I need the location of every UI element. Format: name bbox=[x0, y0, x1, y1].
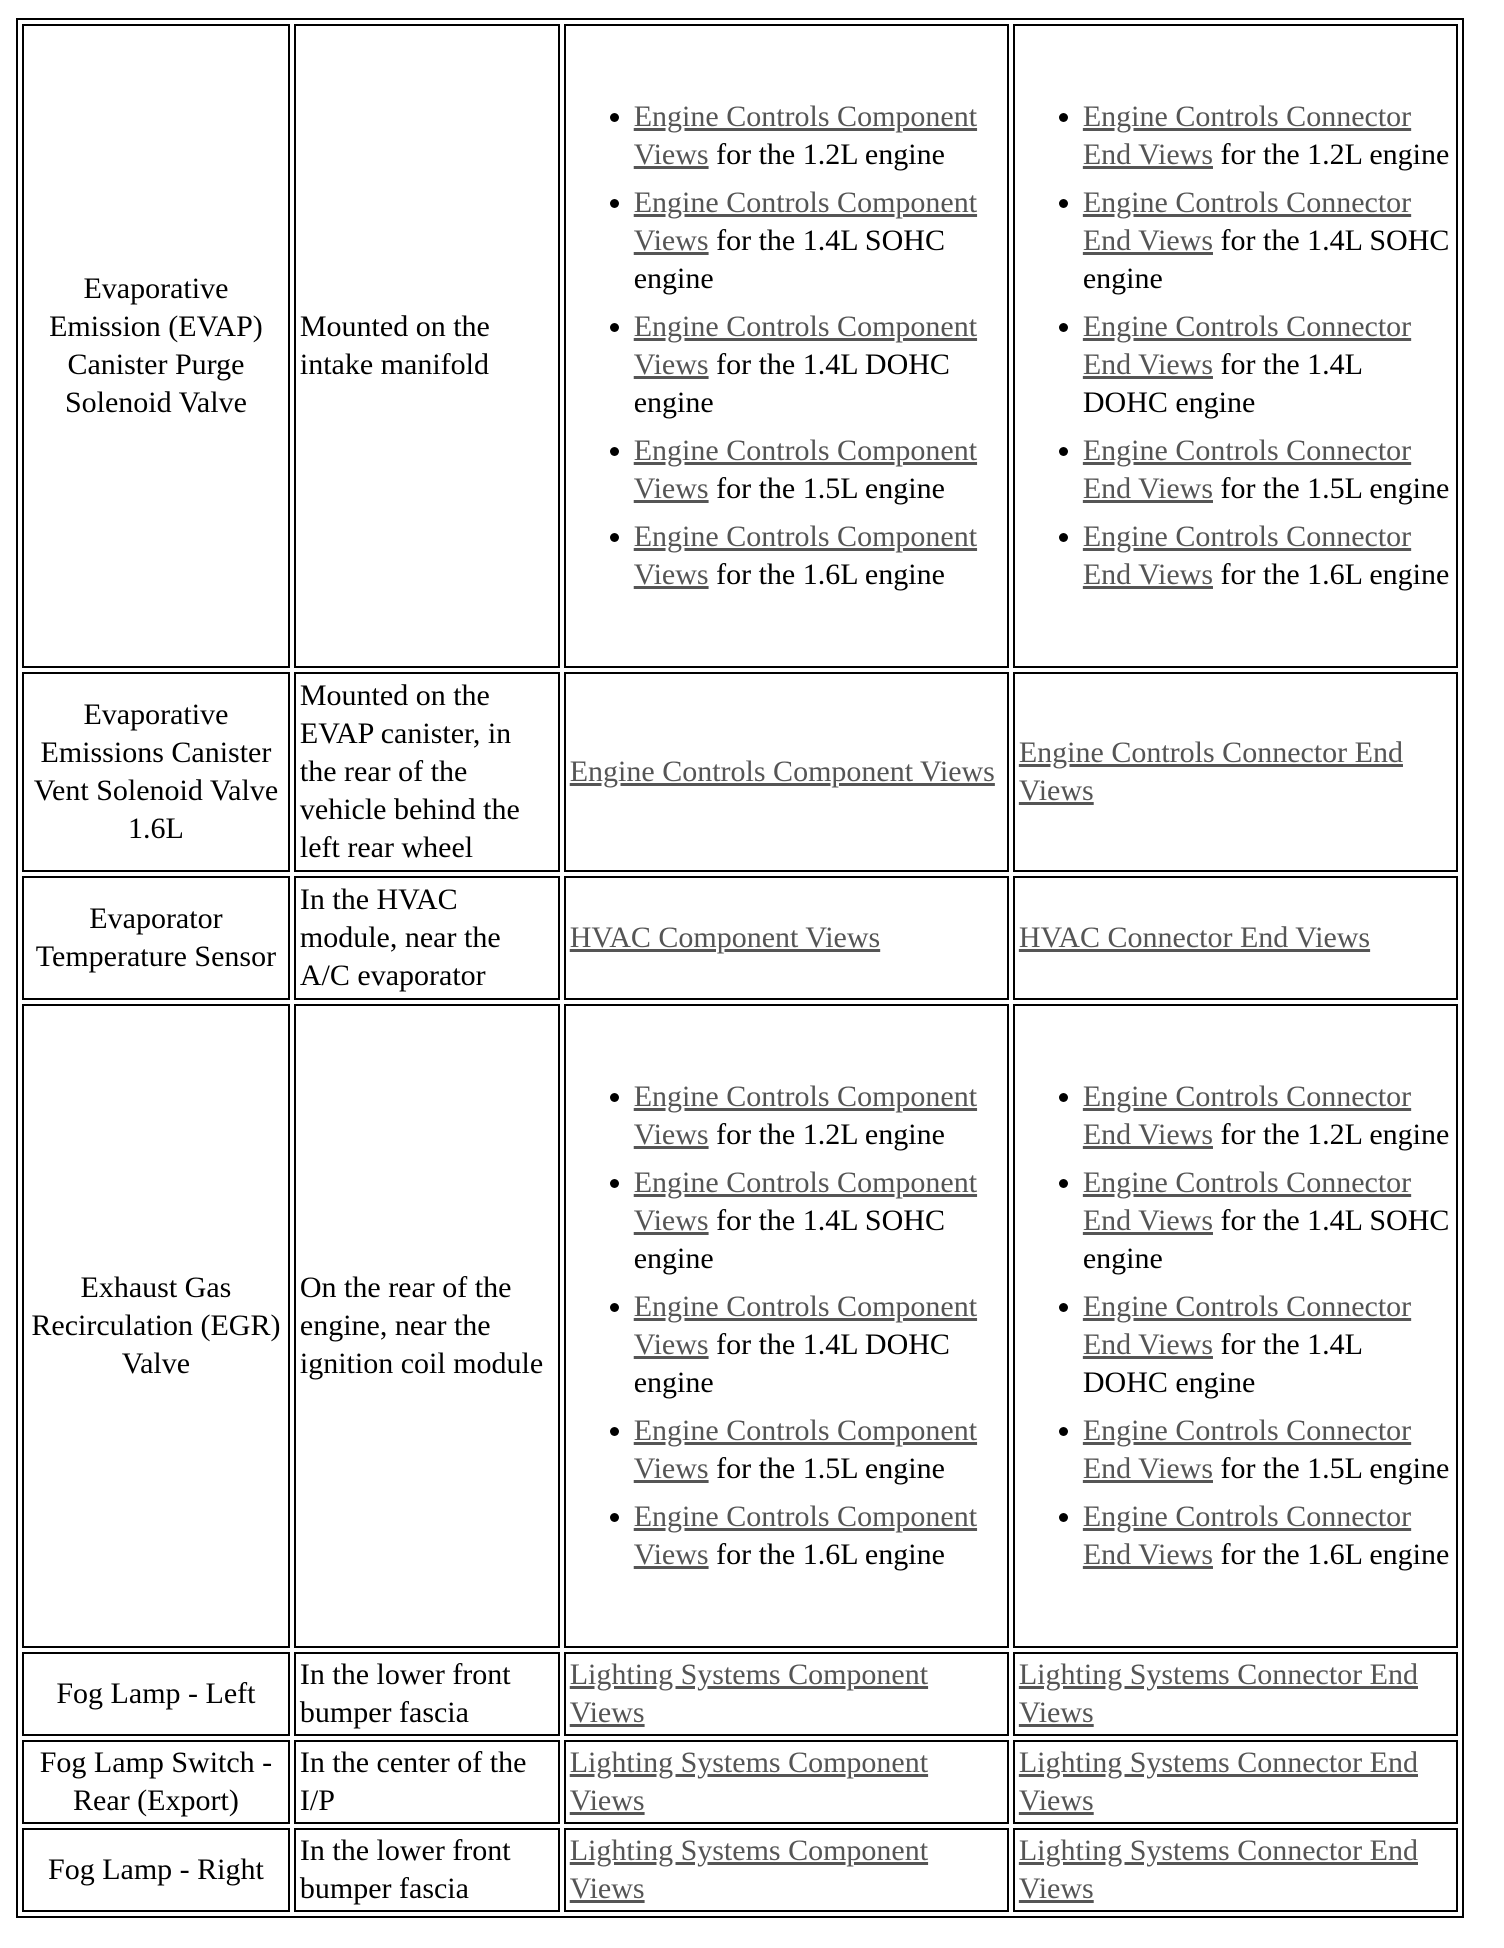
component-cell: Fog Lamp - Right bbox=[22, 1828, 290, 1912]
component-views-cell bbox=[564, 1740, 1009, 1824]
connector-views-cell bbox=[1013, 1828, 1458, 1912]
table-row bbox=[22, 1652, 1458, 1736]
list-item: • Engine Controls Connector End Views for the 1.2L engine bbox=[1083, 98, 1452, 174]
connector-views-link[interactable]: Engine Controls Connector End Views bbox=[1082, 100, 1412, 171]
connector-views-cell bbox=[1013, 1004, 1458, 1648]
component-views-link[interactable]: Engine Controls Component Views bbox=[633, 186, 978, 257]
component-cell: Evaporative Emission (EVAP) Canister Purge Solenoid Valve bbox=[22, 24, 290, 668]
connector-views-link[interactable]: HVAC Connector End Views bbox=[1018, 921, 1371, 954]
location-cell: Mounted on the intake manifold bbox=[294, 24, 560, 668]
table-row bbox=[22, 1828, 1458, 1912]
component-views-link[interactable]: HVAC Component Views bbox=[569, 921, 881, 954]
connector-views-cell bbox=[1013, 876, 1458, 1000]
component-cell: Exhaust Gas Recirculation (EGR) Valve bbox=[22, 1004, 290, 1648]
list-item: • Engine Controls Component Views for the 1.6L engine bbox=[634, 518, 1003, 594]
list-item: • Engine Controls Connector End Views for the 1.4L SOHC engine bbox=[1083, 1164, 1452, 1278]
component-views-link[interactable]: Engine Controls Component Views bbox=[633, 100, 978, 171]
component-views-link[interactable]: Engine Controls Component Views bbox=[633, 1290, 978, 1361]
connector-views-link[interactable]: Engine Controls Connector End Views bbox=[1082, 1500, 1412, 1571]
connector-views-link[interactable]: Engine Controls Connector End Views bbox=[1082, 186, 1412, 257]
component-locator-table bbox=[16, 18, 1464, 1918]
list-item: • Engine Controls Connector End Views for the 1.5L engine bbox=[1083, 1412, 1452, 1488]
connector-views-cell bbox=[1013, 24, 1458, 668]
table-row bbox=[22, 876, 1458, 1000]
component-views-link[interactable]: Engine Controls Component Views bbox=[633, 434, 978, 505]
location-cell: In the lower front bumper fascia bbox=[294, 1652, 560, 1736]
list-item: • Engine Controls Connector End Views for the 1.4L DOHC engine bbox=[1083, 1288, 1452, 1402]
component-views-cell bbox=[564, 24, 1009, 668]
component-views-link[interactable]: Engine Controls Component Views bbox=[633, 1500, 978, 1571]
list-item: • Engine Controls Connector End Views for the 1.2L engine bbox=[1083, 1078, 1452, 1154]
connector-views-link[interactable]: Lighting Systems Connector End Views bbox=[1018, 1658, 1418, 1729]
component-cell: Fog Lamp Switch - Rear (Export) bbox=[22, 1740, 290, 1824]
list-item: • Engine Controls Component Views for the 1.4L SOHC engine bbox=[634, 1164, 1003, 1278]
list-item: • Engine Controls Connector End Views for the 1.4L DOHC engine bbox=[1083, 308, 1452, 422]
component-views-cell bbox=[564, 876, 1009, 1000]
component-views-link[interactable]: Lighting Systems Component Views bbox=[569, 1834, 929, 1905]
table-row bbox=[22, 1004, 1458, 1648]
component-views-link[interactable]: Engine Controls Component Views bbox=[633, 1080, 978, 1151]
connector-views-list bbox=[1019, 98, 1452, 594]
component-cell: Evaporator Temperature Sensor bbox=[22, 876, 290, 1000]
component-views-cell bbox=[564, 672, 1009, 872]
connector-views-link[interactable]: Engine Controls Connector End Views bbox=[1082, 1414, 1412, 1485]
connector-views-link[interactable]: Engine Controls Connector End Views bbox=[1018, 736, 1403, 807]
list-item: • Engine Controls Component Views for the 1.5L engine bbox=[634, 1412, 1003, 1488]
component-cell: Evaporative Emissions Canister Vent Solenoid Valve 1.6L bbox=[22, 672, 290, 872]
component-views-list bbox=[570, 98, 1003, 594]
connector-views-link[interactable]: Engine Controls Connector End Views bbox=[1082, 520, 1412, 591]
list-item: • Engine Controls Component Views for the 1.6L engine bbox=[634, 1498, 1003, 1574]
component-views-link[interactable]: Engine Controls Component Views bbox=[633, 310, 978, 381]
component-views-link[interactable]: Lighting Systems Component Views bbox=[569, 1746, 929, 1817]
list-item: • Engine Controls Component Views for the 1.4L DOHC engine bbox=[634, 308, 1003, 422]
component-views-cell bbox=[564, 1004, 1009, 1648]
component-views-cell bbox=[564, 1652, 1009, 1736]
component-views-link[interactable]: Engine Controls Component Views bbox=[633, 1166, 978, 1237]
location-cell: In the center of the I/P bbox=[294, 1740, 560, 1824]
document-page bbox=[16, 18, 1464, 1918]
connector-views-link[interactable]: Lighting Systems Connector End Views bbox=[1018, 1834, 1418, 1905]
connector-views-link[interactable]: Engine Controls Connector End Views bbox=[1082, 434, 1412, 505]
list-item: • Engine Controls Connector End Views for the 1.6L engine bbox=[1083, 518, 1452, 594]
location-cell: Mounted on the EVAP canister, in the rear of the vehicle behind the left rear wheel bbox=[294, 672, 560, 872]
table-row bbox=[22, 1740, 1458, 1824]
list-item: • Engine Controls Connector End Views for the 1.5L engine bbox=[1083, 432, 1452, 508]
table-row bbox=[22, 24, 1458, 668]
component-cell: Fog Lamp - Left bbox=[22, 1652, 290, 1736]
connector-views-cell bbox=[1013, 672, 1458, 872]
location-cell: In the lower front bumper fascia bbox=[294, 1828, 560, 1912]
connector-views-cell bbox=[1013, 1652, 1458, 1736]
table-row bbox=[22, 672, 1458, 872]
list-item: • Engine Controls Component Views for the 1.2L engine bbox=[634, 98, 1003, 174]
connector-views-list bbox=[1019, 1078, 1452, 1574]
list-item: • Engine Controls Component Views for the 1.4L SOHC engine bbox=[634, 184, 1003, 298]
location-cell: On the rear of the engine, near the ignition coil module bbox=[294, 1004, 560, 1648]
connector-views-link[interactable]: Engine Controls Connector End Views bbox=[1082, 1166, 1412, 1237]
component-views-link[interactable]: Engine Controls Component Views bbox=[569, 755, 995, 788]
connector-views-link[interactable]: Engine Controls Connector End Views bbox=[1082, 1080, 1412, 1151]
list-item: • Engine Controls Connector End Views for the 1.4L SOHC engine bbox=[1083, 184, 1452, 298]
connector-views-link[interactable]: Lighting Systems Connector End Views bbox=[1018, 1746, 1418, 1817]
component-views-link[interactable]: Engine Controls Component Views bbox=[633, 1414, 978, 1485]
component-views-link[interactable]: Engine Controls Component Views bbox=[633, 520, 978, 591]
connector-views-link[interactable]: Engine Controls Connector End Views bbox=[1082, 310, 1412, 381]
location-cell: In the HVAC module, near the A/C evaporator bbox=[294, 876, 560, 1000]
list-item: • Engine Controls Connector End Views for the 1.6L engine bbox=[1083, 1498, 1452, 1574]
component-views-list bbox=[570, 1078, 1003, 1574]
connector-views-link[interactable]: Engine Controls Connector End Views bbox=[1082, 1290, 1412, 1361]
list-item: • Engine Controls Component Views for the 1.2L engine bbox=[634, 1078, 1003, 1154]
component-views-cell bbox=[564, 1828, 1009, 1912]
list-item: • Engine Controls Component Views for the 1.4L DOHC engine bbox=[634, 1288, 1003, 1402]
component-views-link[interactable]: Lighting Systems Component Views bbox=[569, 1658, 929, 1729]
connector-views-cell bbox=[1013, 1740, 1458, 1824]
list-item: • Engine Controls Component Views for the 1.5L engine bbox=[634, 432, 1003, 508]
